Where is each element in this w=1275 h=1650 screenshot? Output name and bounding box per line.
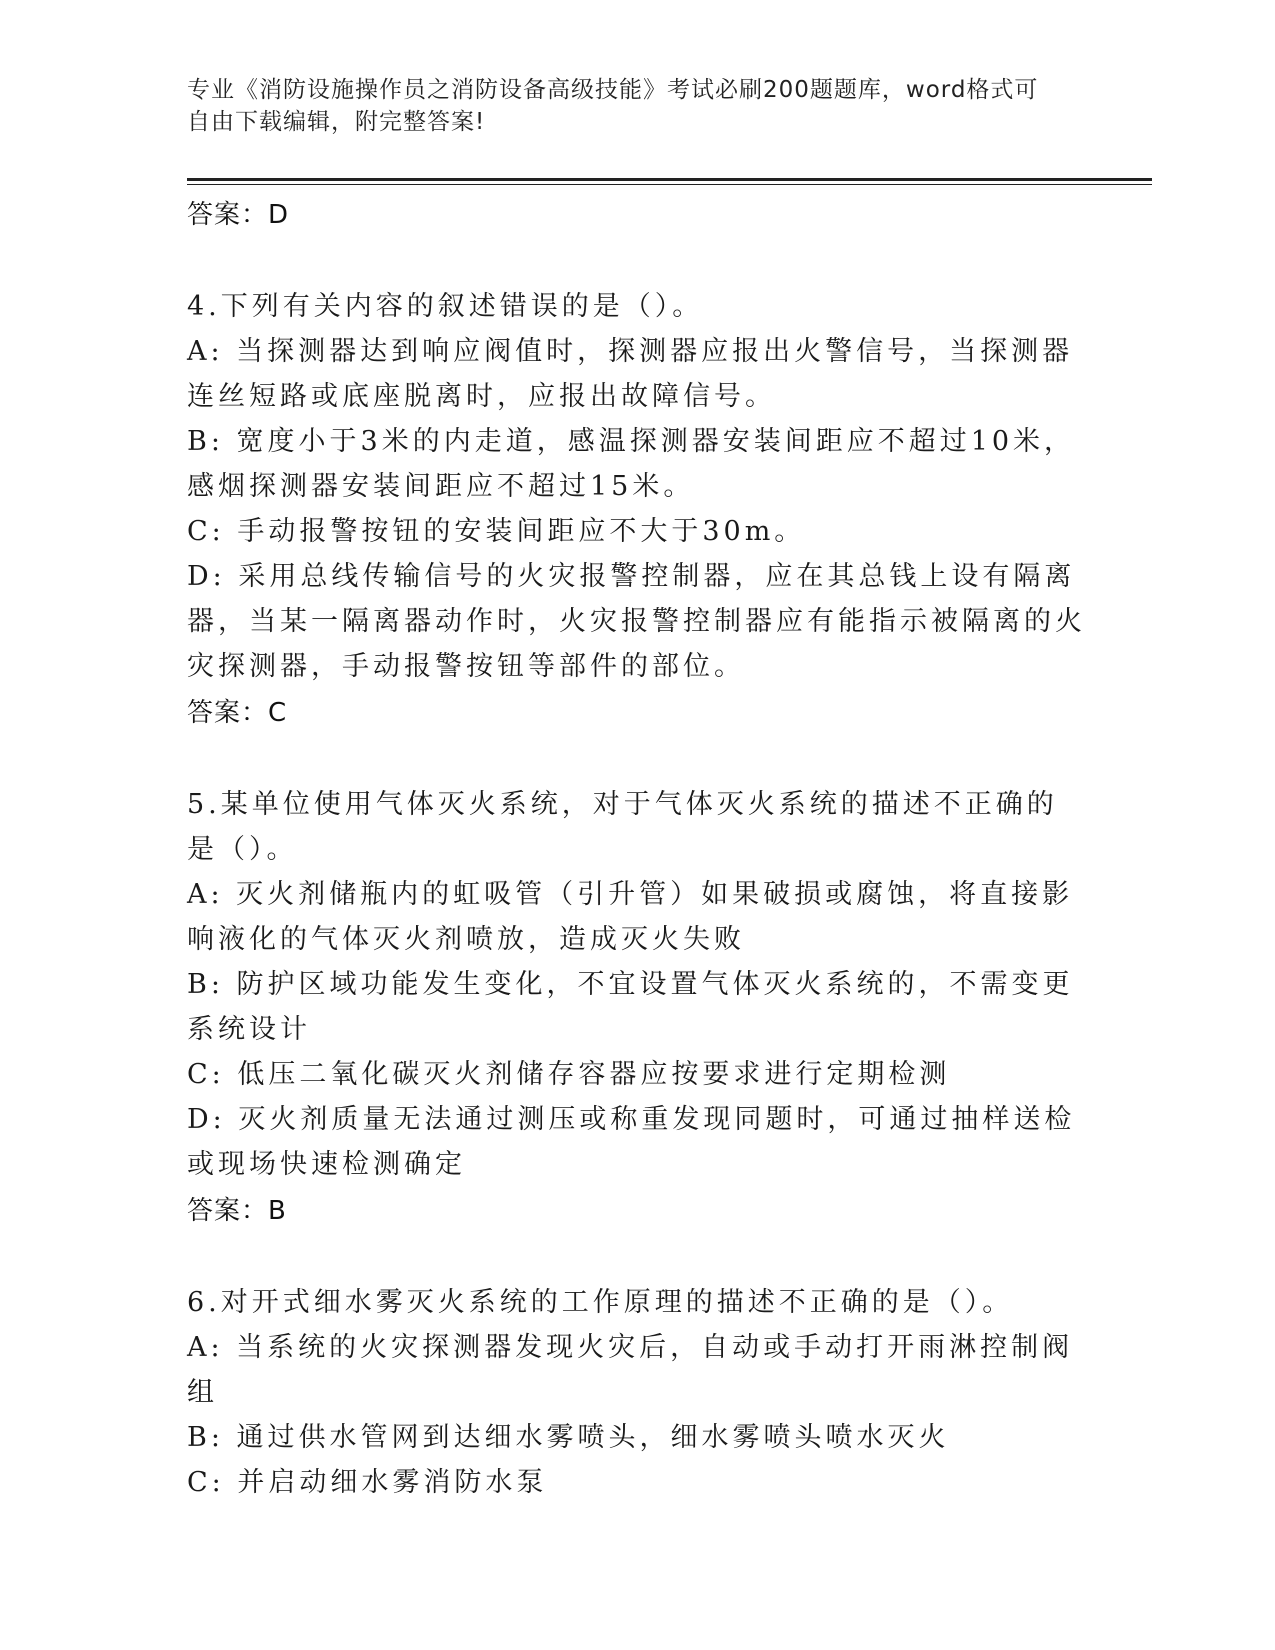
option-a: A: 灭火剂储瓶内的虹吸管（引升管）如果破损或腐蚀，将直接影响液化的气体灭火剂喷放，造成灭火失败	[187, 879, 1074, 955]
question-stem: 4.下列有关内容的叙述错误的是（）。	[187, 291, 704, 322]
spacer	[187, 737, 1087, 782]
question-6	[187, 1280, 1087, 1505]
header-title-line-1: 专业《消防设施操作员之消防设备高级技能》考试必刷200题题库，word格式可	[187, 77, 1039, 103]
option-c: C: 手动报警按钮的安装间距应不大于30m。	[187, 516, 806, 547]
question-4	[187, 284, 1087, 737]
option-b: B: 防护区域功能发生变化，不宜设置气体灭火系统的，不需变更系统设计	[187, 969, 1074, 1045]
spacer	[187, 239, 1087, 284]
header-divider-thick	[187, 178, 1152, 181]
header-title-line-2: 自由下载编辑，附完整答案!	[187, 109, 486, 135]
spacer	[187, 1235, 1087, 1280]
question-list	[187, 188, 1087, 1505]
question-stem: 5.某单位使用气体灭火系统，对于气体灭火系统的描述不正确的是（）。	[187, 789, 1058, 865]
option-d: D: 采用总线传输信号的火灾报警控制器，应在其总钱上设有隔离器，当某一隔离器动作时，火灾报警控制器应有能指示被隔离的火灾探测器，手动报警按钮等部件的部位。	[187, 561, 1086, 682]
option-c: C: 低压二氧化碳灭火剂储存容器应按要求进行定期检测	[187, 1059, 951, 1090]
question-5	[187, 782, 1087, 1235]
option-a: A: 当探测器达到响应阀值时，探测器应报出火警信号，当探测器连丝短路或底座脱离时，应报出故障信号。	[187, 336, 1074, 412]
document-header	[187, 74, 1087, 138]
question-stem: 6.对开式细水雾灭火系统的工作原理的描述不正确的是（）。	[187, 1287, 1014, 1318]
option-c: C: 并启动细水雾消防水泵	[187, 1467, 548, 1498]
option-a: A: 当系统的火灾探测器发现火灾后，自动或手动打开雨淋控制阀组	[187, 1332, 1074, 1408]
header-divider-thin	[187, 184, 1152, 185]
answer-line: 答案：B	[187, 1196, 287, 1226]
option-d: D: 灭火剂质量无法通过测压或称重发现同题时，可通过抽样送检或现场快速检测确定	[187, 1104, 1076, 1180]
option-b: B: 宽度小于3米的内走道，感温探测器安装间距应不超过10米，感烟探测器安装间距应不超过15米。	[187, 426, 1076, 502]
answer-line: 答案：C	[187, 698, 288, 728]
answer-line: 答案：D	[187, 200, 290, 230]
option-b: B: 通过供水管网到达细水雾喷头，细水雾喷头喷水灭火	[187, 1422, 950, 1453]
